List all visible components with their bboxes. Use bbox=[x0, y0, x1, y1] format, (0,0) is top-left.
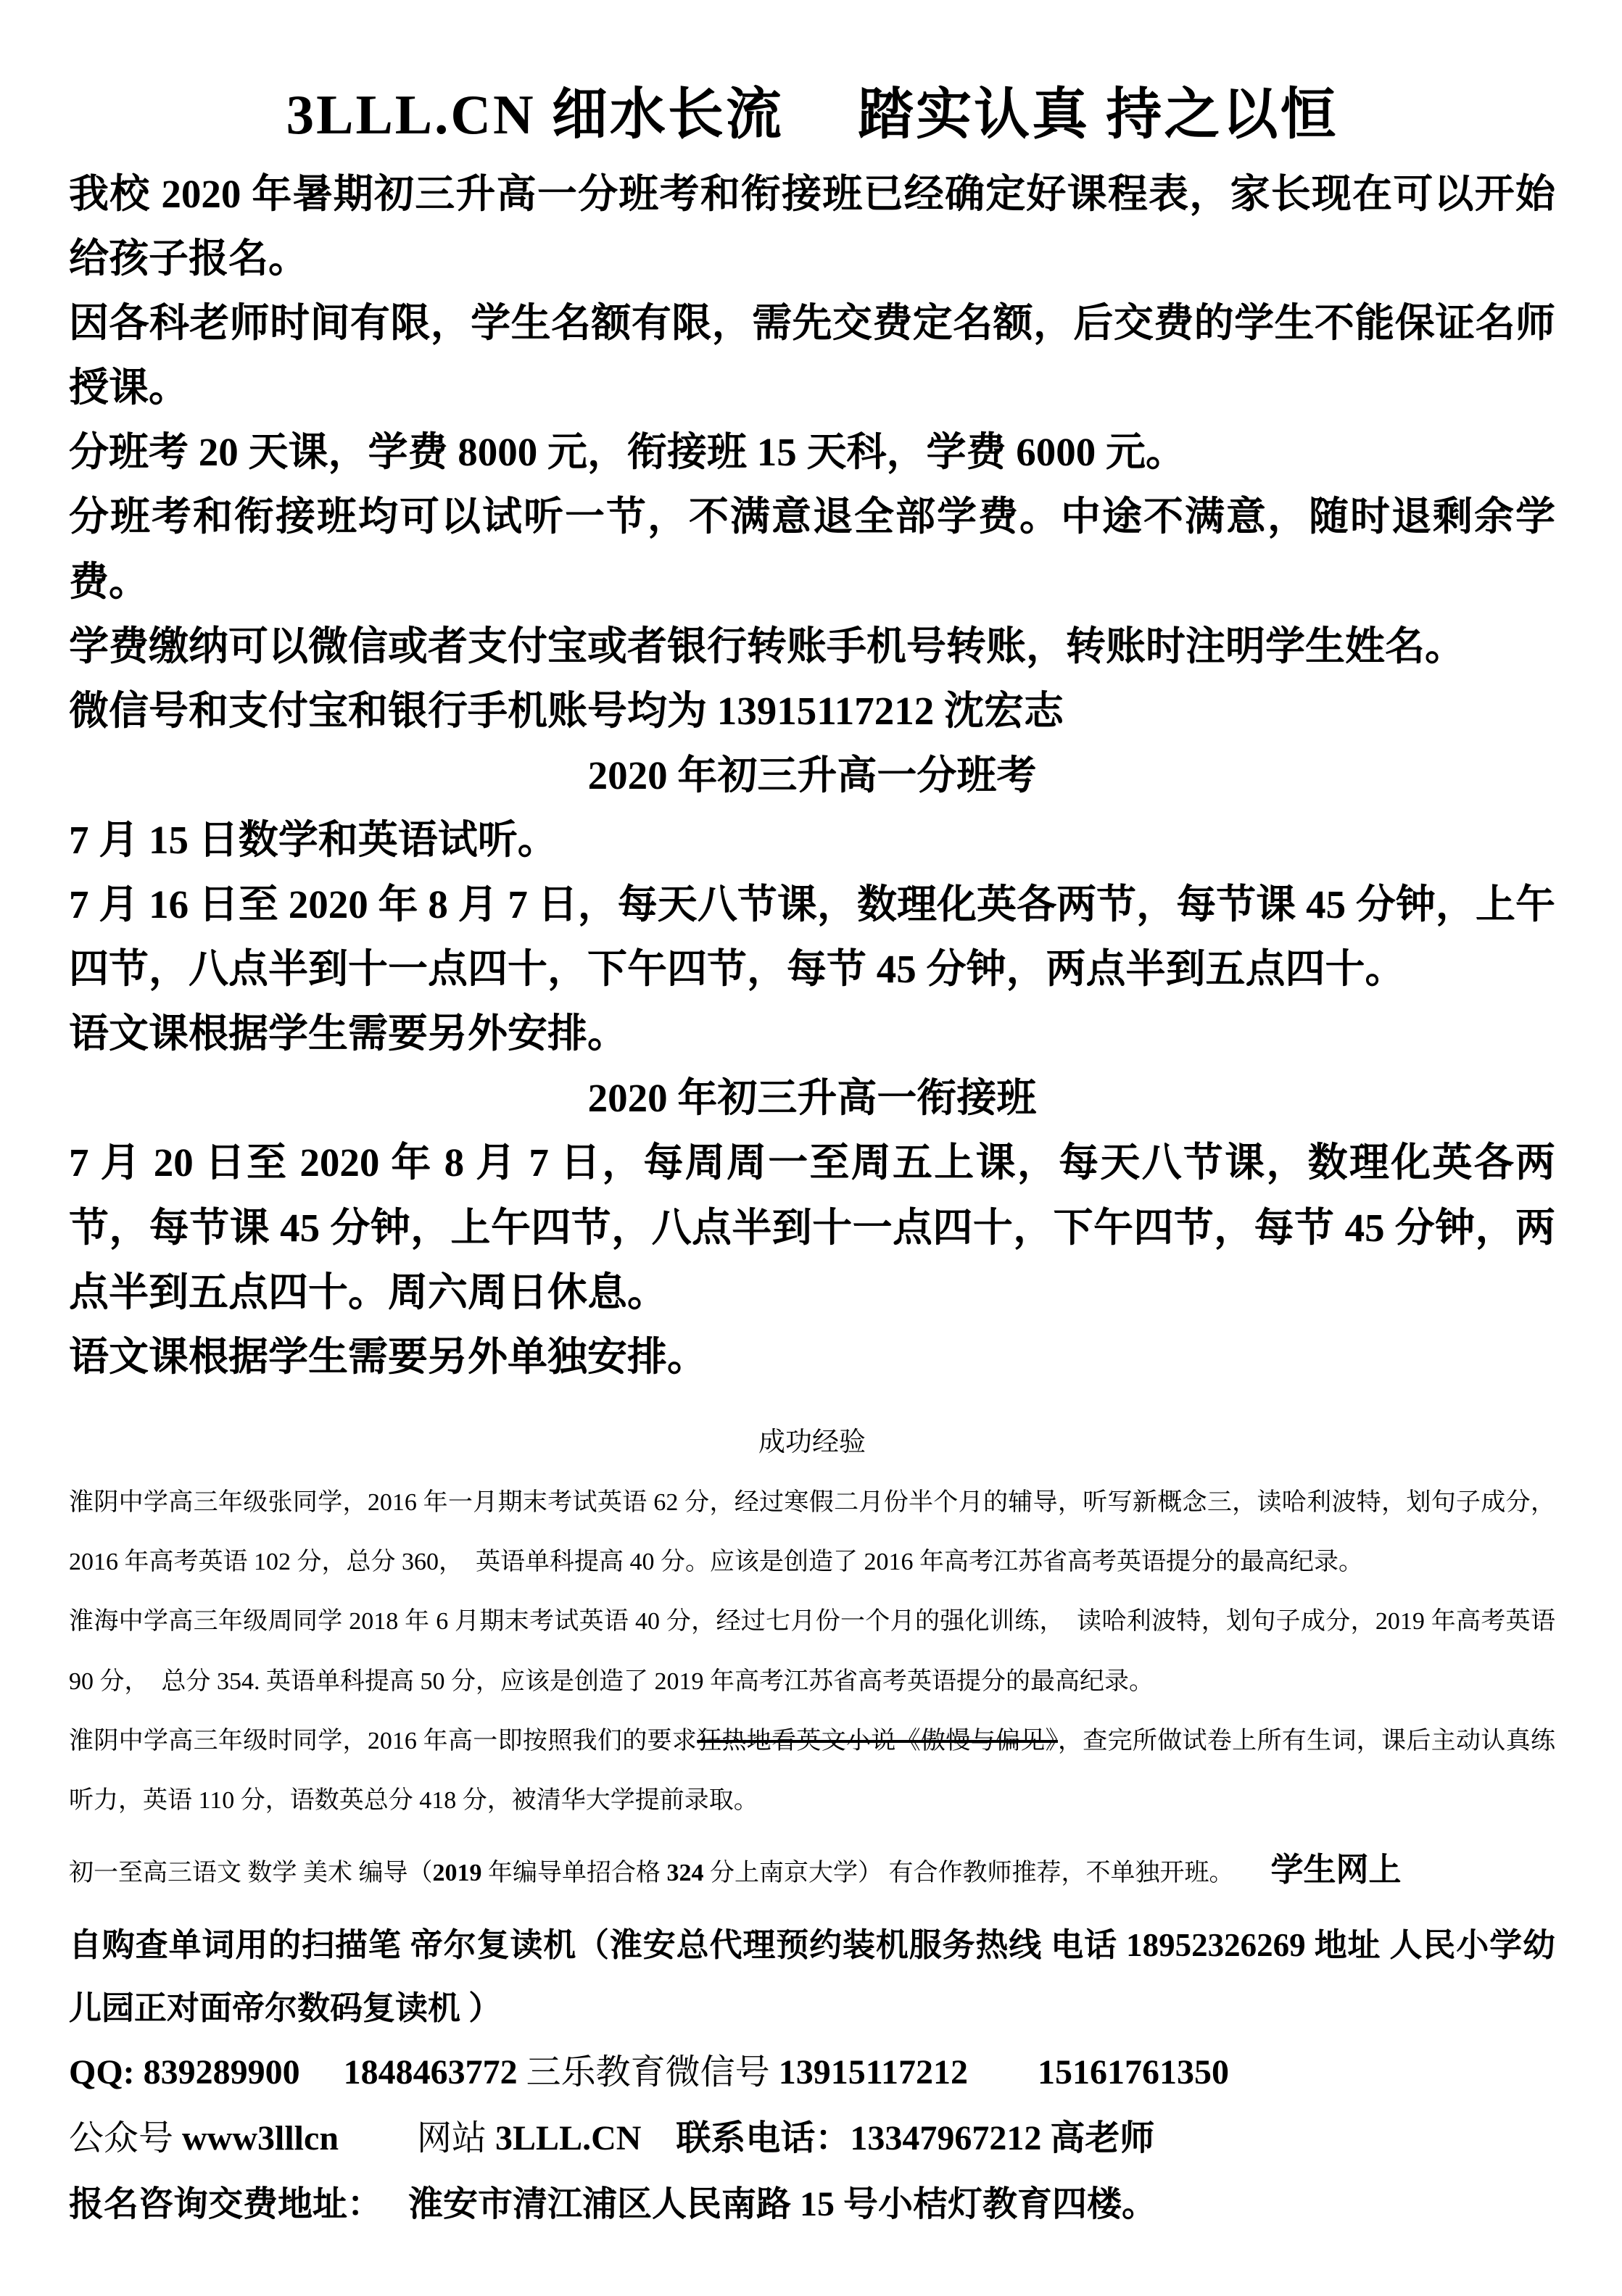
text-run: 2019 bbox=[432, 1860, 482, 1887]
contact-qq-wechat-line bbox=[69, 2039, 1555, 2105]
success-story-shi bbox=[69, 1712, 1555, 1831]
page-title: 3LLL.CN 细水长流 踏实认真 持之以恒 bbox=[286, 83, 1338, 146]
intro-paragraph-account: 微信号和支付宝和银行手机账号均为 13915117212 沈宏志 bbox=[69, 688, 1064, 733]
text-run: 分上南京大学） 有合作教师推荐，不单独开班。 bbox=[703, 1860, 1271, 1887]
xianjieban-chinese-note: 语文课根据学生需要另外单独安排。 bbox=[69, 1334, 708, 1379]
text-run: www3lllcn bbox=[182, 2119, 339, 2158]
text-run: 联系电话： bbox=[641, 2119, 851, 2158]
intro-paragraph-tuition: 分班考 20 天课，学费 8000 元，衔接班 15 天科，学费 6000 元。 bbox=[69, 430, 1186, 475]
text-run: 报名咨询交费地址： 淮安市清江浦区人民南路 15 号小桔灯教育四楼。 bbox=[69, 2185, 1157, 2224]
text-run: 13915117212 15161761350 bbox=[778, 2053, 1230, 2092]
text-run: 淮阴中学高三年级张同学，2016 年一月期末考试英语 62 分，经过寒假二月份半个月的辅导，听写新概念三，读哈利波特，划句子成分，2016 年高考英语 102 分，总分 360， 英语单科提高 40 分。应该是创造了 2016 年高考江苏省高考英语提分的最高纪录。 bbox=[69, 1488, 1555, 1576]
success-story-zhang bbox=[69, 1473, 1555, 1593]
text-run: 网站 bbox=[339, 2119, 496, 2158]
main-notice-section bbox=[69, 162, 1555, 1389]
success-stories-section bbox=[69, 1473, 1555, 1910]
text-run: 初一至高三语文 数学 美术 编导（ bbox=[69, 1860, 433, 1887]
heading-fenbankao: 2020 年初三升高一分班考 bbox=[587, 753, 1037, 797]
contact-section bbox=[69, 2039, 1555, 2238]
text-run: 13347967212 高老师 bbox=[850, 2119, 1155, 2158]
heading-xianjieban: 2020 年初三升高一衔接班 bbox=[587, 1076, 1037, 1121]
contact-address-line bbox=[69, 2171, 1555, 2237]
text-run: 年编导单招合格 bbox=[481, 1860, 667, 1887]
text-run: 学生网上 bbox=[1270, 1852, 1402, 1889]
text-run: 淮阴中学高三年级时同学，2016 年高一即按照我们的要求 bbox=[69, 1727, 698, 1754]
contact-website-phone-line bbox=[69, 2105, 1555, 2171]
text-run: 三乐教育微信号 bbox=[526, 2053, 779, 2092]
text-run: 狂热地看英文小说《傲慢与偏见》 bbox=[697, 1727, 1058, 1754]
text-run: ，查完所做试卷上所有生词，课后主动认真练听力，英语 110 分，语数英总分 418 分，被清华大学提前录取。 bbox=[69, 1727, 1556, 1815]
text-run: 324 bbox=[666, 1860, 704, 1887]
fenbankao-chinese-note: 语文课根据学生需要另外安排。 bbox=[69, 1011, 628, 1056]
intro-paragraph-enrollment: 我校 2020 年暑期初三升高一分班考和衔接班已经确定好课程表，家长现在可以开始给孩子报名。 bbox=[69, 172, 1555, 281]
courses-offered-line bbox=[69, 1831, 1555, 1910]
intro-paragraph-payment: 学费缴纳可以微信或者支付宝或者银行转账手机号转账，转账时注明学生姓名。 bbox=[69, 623, 1465, 668]
fenbankao-trial-date: 7 月 15 日数学和英语试听。 bbox=[69, 817, 558, 862]
intro-paragraph-quota: 因各科老师时间有限，学生名额有限，需先交费定名额，后交费的学生不能保证名师授课。 bbox=[69, 301, 1555, 410]
text-run: QQ: 839289900 1848463772 bbox=[69, 2053, 526, 2092]
text-run: 公众号 bbox=[69, 2119, 183, 2158]
text-run: 淮海中学高三年级周同学 2018 年 6 月期末考试英语 40 分，经过七月份一个月的强化训练， 读哈利波特，划句子成分，2019 年高考英语 90 分， 总分 354. 英语单科提高 50 分，应该是创造了 2019 年高考江苏省高考英语提分的最高纪录。 bbox=[69, 1608, 1555, 1695]
scanner-pen-purchase-info: 自购查单词用的扫描笔 帝尔复读机（淮安总代理预约装机服务热线 电话 18952326269 地址 人民小学幼儿园正对面帝尔数码复读机 ） bbox=[69, 1927, 1555, 2026]
text-run: 3LLL.CN bbox=[495, 2119, 642, 2158]
heading-success-stories: 成功经验 bbox=[758, 1427, 866, 1457]
success-story-zhou bbox=[69, 1592, 1555, 1712]
fenbankao-schedule: 7 月 16 日至 2020 年 8 月 7 日，每天八节课，数理化英各两节，每节课 45 分钟，上午四节，八点半到十一点四十，下午四节，每节 45 分钟，两点半到五点四十。 bbox=[69, 882, 1555, 992]
intro-paragraph-refund: 分班考和衔接班均可以试听一节，不满意退全部学费。中途不满意，随时退剩余学费。 bbox=[69, 494, 1555, 604]
xianjieban-schedule: 7 月 20 日至 2020 年 8 月 7 日，每周周一至周五上课，每天八节课，数理化英各两节，每节课 45 分钟，上午四节，八点半到十一点四十，下午四节，每节 45 分钟，两点半到五点四十。周六周日休息。 bbox=[69, 1140, 1555, 1314]
